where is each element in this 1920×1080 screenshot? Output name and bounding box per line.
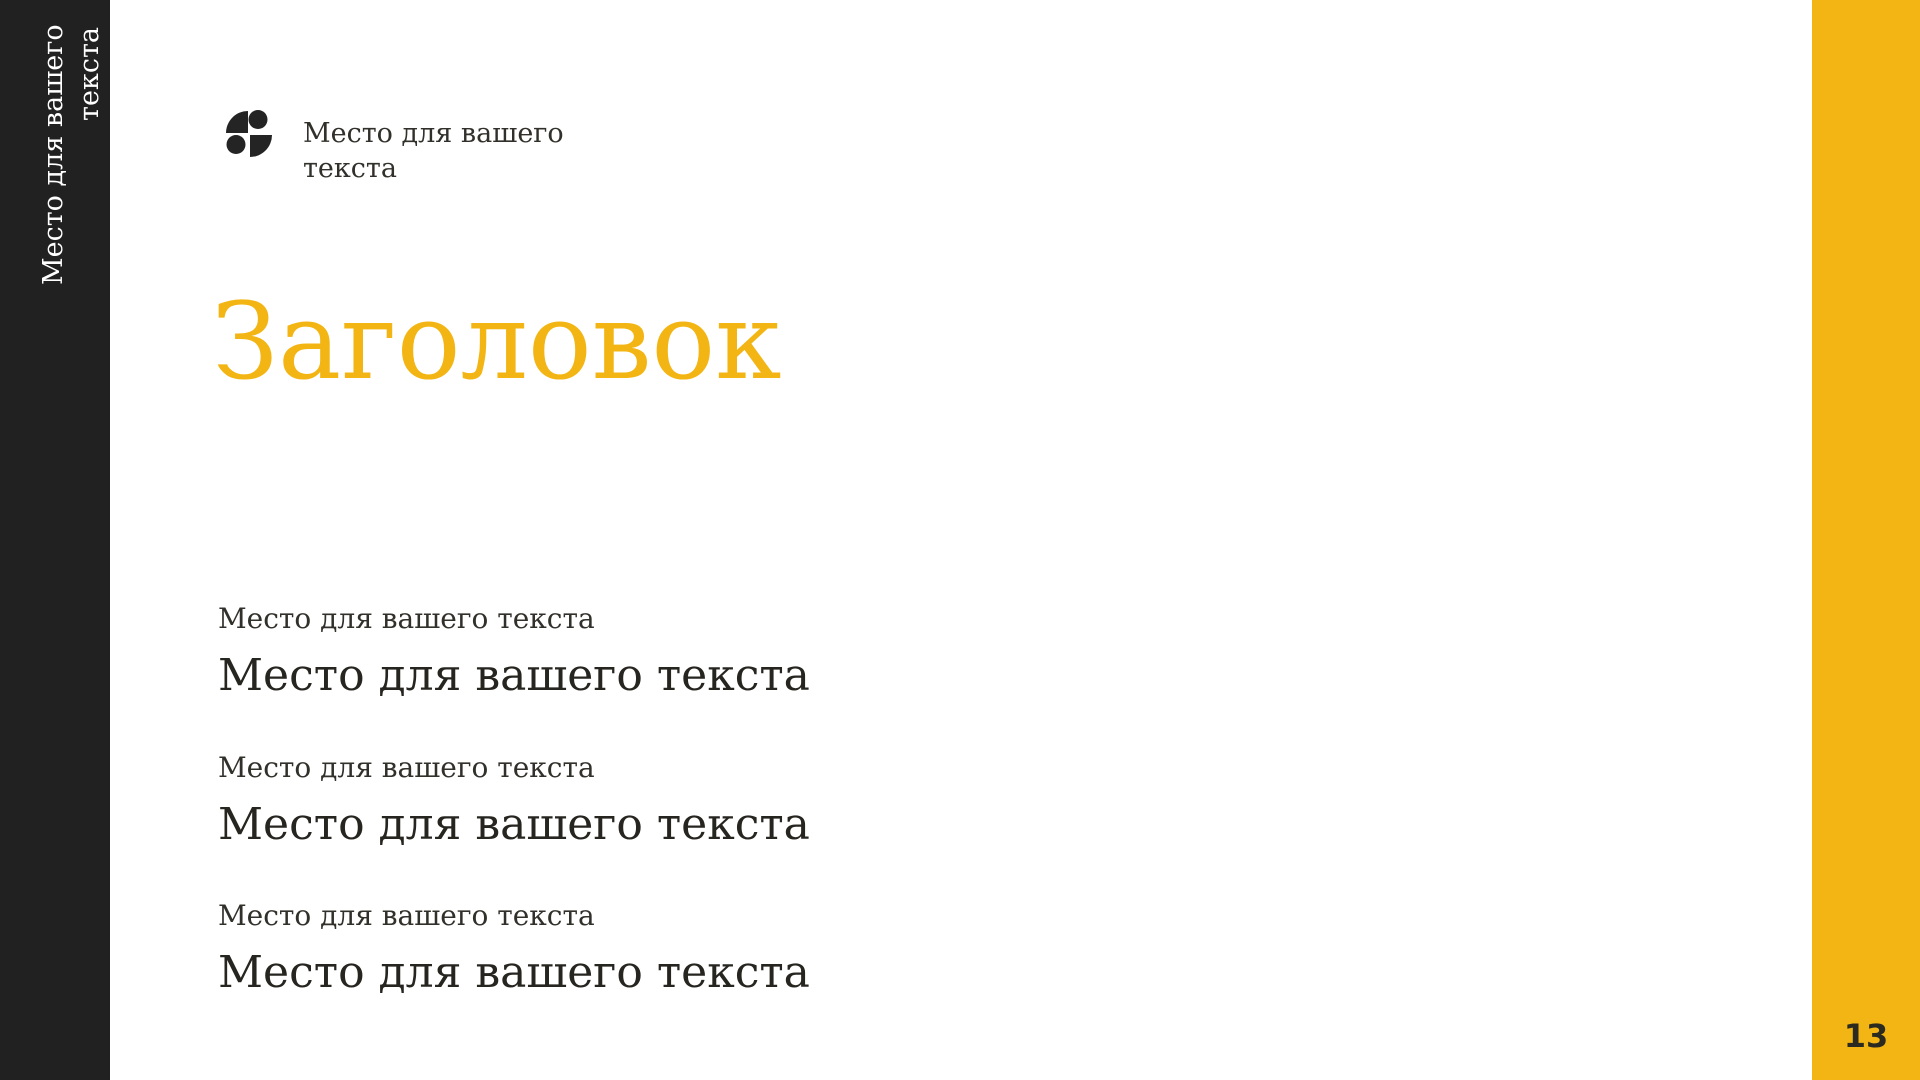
sidebar-vertical-text — [36, 24, 108, 285]
sidebar-text-line2: текста — [74, 27, 105, 121]
brand-caption — [303, 116, 564, 186]
text-block-body: Место для вашего текста — [218, 947, 810, 998]
text-block-label: Место для вашего текста — [218, 899, 595, 932]
sidebar-text-line1: Место для вашего — [38, 24, 69, 285]
text-block — [218, 750, 810, 852]
brand-caption-line1: Место для вашего — [303, 118, 564, 149]
text-block-body: Место для вашего текста — [218, 650, 810, 701]
text-block — [218, 898, 810, 1000]
text-block-body: Место для вашего текста — [218, 799, 810, 850]
brand-caption-line2: текста — [303, 153, 397, 184]
text-block — [218, 601, 810, 703]
right-accent-bar — [1812, 0, 1920, 1080]
page-number: 13 — [1843, 1017, 1889, 1055]
slide-title: Заголовок — [212, 280, 782, 403]
text-block-label: Место для вашего текста — [218, 751, 595, 784]
left-sidebar — [0, 0, 110, 1080]
quarter-circles-logo-icon — [225, 110, 273, 158]
text-block-label: Место для вашего текста — [218, 602, 595, 635]
